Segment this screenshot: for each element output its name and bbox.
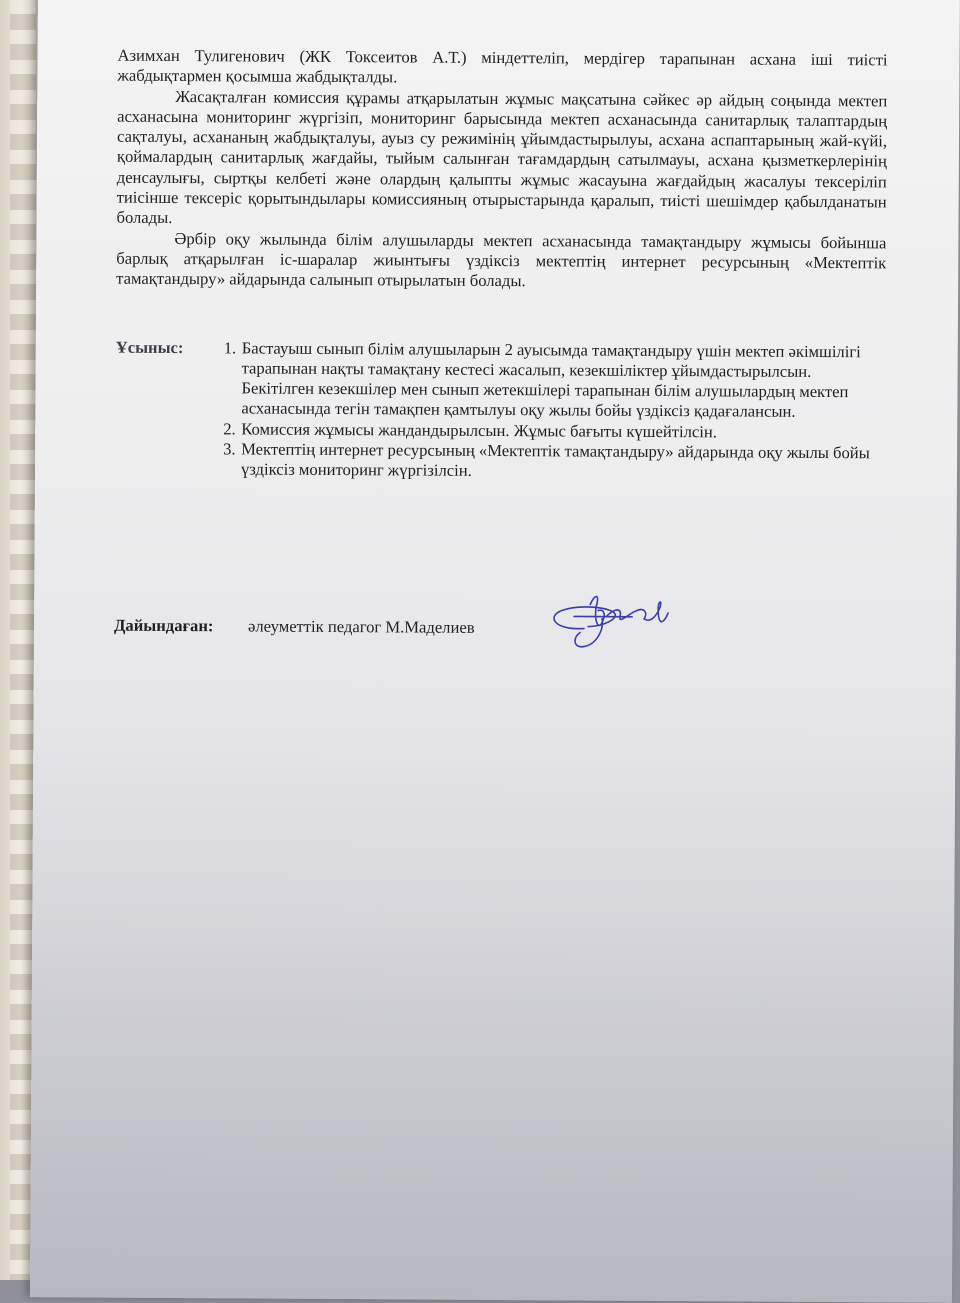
paragraph-commission: Жасақталған комиссия құрамы атқарылатын жұмыс мақсатына сәйкес әр айдың соңында мектеп асханасына мониторинг жүргізіп, мониторинг барысында мектеп асханасында санитарлық талаптардың сақталуы, асхананың жабдықталуы, ауыз су режимінің ұйымдастырылуы, асхана аспаптарының жай-күйі, қоймалардың санитарлық жағдайы, тыйым салынған тағамдардың сатылмауы, асхана қызметкерлерінің денсаулығы, сыртқы келбеті және олардың қалыпты жұмыс жасауына жағдайдың жасалуы тексеріліп тиісінше тексеріс қорытындылары комиссияның отырыстарында қаралып, тиісті шешімдер қабылданатын болады. xyxy=(116,86,888,228)
prepared-by-name: әлеуметтік педагог М.Маделиев xyxy=(247,616,475,637)
recommendation-number: 1. xyxy=(223,337,237,357)
page-shadow xyxy=(30,737,955,1303)
recommendation-text: Комиссия жұмысы жандандырылсын. Жұмыс бағыты күшейтілсін. xyxy=(241,419,717,442)
handwritten-signature xyxy=(544,586,674,657)
recommendations-section xyxy=(115,337,886,484)
recommendations-label: Ұсыныс: xyxy=(115,337,184,357)
recommendation-text: Мектептің интернет ресурсының «Мектептік тамақтандыру» айдарында оқу жылы бойы үздіксіз мониторинг жүргізілсін. xyxy=(240,439,870,481)
recommendation-text: Бастауыш сынып білім алушыларын 2 ауысымда тамақтандыру үшін мектеп әкімшілігі тарапынан нақты тамақтану кестесі жасалып, кезекшіліктер ұйымдастырылсын. Бекітілген кезекшілер мен сынып жетекшілері тарапынан білім алушылардың мектеп асханасында тегін тамақпен қамтылуы оқу жылы бойы үздіксіз қадағалансын. xyxy=(241,337,861,422)
paper-page xyxy=(30,0,960,1303)
recommendation-number: 3. xyxy=(223,439,236,459)
paragraph-equipment: Азимхан Тулигенович (ЖК Токсеитов А.Т.) міндеттеліп, мердігер тарапынан асхана іші тиісті жабдықтармен қосымша жабдықталды. xyxy=(117,45,888,87)
recommendation-number: 2. xyxy=(223,419,236,439)
prepared-by-label: Дайындаған: xyxy=(113,615,214,635)
document-body xyxy=(114,46,888,664)
recommendation-item xyxy=(223,439,885,484)
paragraph-internet-resource: Әрбір оқу жылында білім алушыларды мектеп асханасында тамақтандыру жұмысы бойынша барлық атқарылған іс-шаралар жиынтығы үздіксіз мектептің интернет ресурсының «Мектептік тамақтандыру» айдарында салынып отырылатын болады. xyxy=(116,228,887,291)
prepared-by-row xyxy=(114,599,884,664)
recommendation-item xyxy=(223,338,885,423)
recommendations-list xyxy=(223,338,886,484)
